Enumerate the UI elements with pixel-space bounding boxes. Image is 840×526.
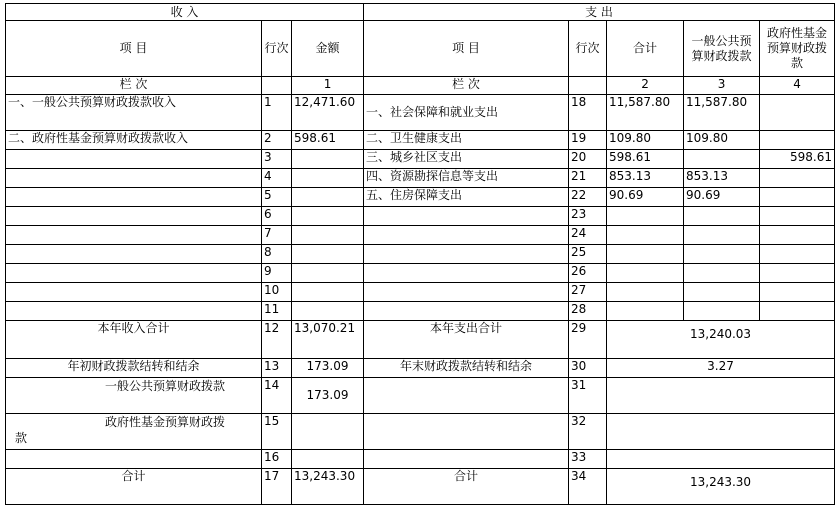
income-amount: 12,471.60	[292, 95, 364, 131]
expense-general	[684, 226, 760, 245]
expense-total: 598.61	[607, 150, 684, 169]
general-budget-carry-row	[6, 378, 835, 414]
expense-row-number: 23	[569, 207, 607, 226]
income-item	[6, 207, 262, 226]
expense-total	[607, 302, 684, 321]
table-row	[6, 207, 835, 226]
expense-general	[684, 264, 760, 283]
income-amount: 598.61	[292, 131, 364, 150]
income-row-number: 7	[262, 226, 292, 245]
expense-row-number: 25	[569, 245, 607, 264]
expense-item	[364, 245, 569, 264]
col-index-2: 2	[607, 77, 684, 95]
expense-col-label: 栏 次	[364, 77, 569, 95]
income-amount	[292, 207, 364, 226]
table-row	[6, 264, 835, 283]
expense-general: 853.13	[684, 169, 760, 188]
blank-exp-row-number: 33	[569, 450, 607, 469]
table-row	[6, 226, 835, 245]
expense-row-number: 28	[569, 302, 607, 321]
expense-general	[684, 245, 760, 264]
general-budget-exp-row-number: 31	[569, 378, 607, 414]
expense-general: 90.69	[684, 188, 760, 207]
expense-item	[364, 302, 569, 321]
section-header-row	[6, 4, 835, 21]
general-budget-row-number: 14	[262, 378, 292, 414]
income-section-title: 收 入	[6, 4, 364, 21]
expense-fund	[760, 95, 835, 131]
expense-section-title: 支 出	[364, 4, 835, 21]
expense-total	[607, 207, 684, 226]
expense-fund	[760, 264, 835, 283]
income-row-number: 1	[262, 95, 292, 131]
expense-item: 三、城乡社区支出	[364, 150, 569, 169]
expense-general: 11,587.80	[684, 95, 760, 131]
expense-total: 90.69	[607, 188, 684, 207]
income-item-header: 项 目	[6, 21, 262, 77]
fund-budget-exp-row-number: 32	[569, 414, 607, 450]
income-item	[6, 264, 262, 283]
income-amount	[292, 150, 364, 169]
income-rowno-header: 行次	[262, 21, 292, 77]
col-index-4: 4	[760, 77, 835, 95]
carry-in-amount: 173.09	[292, 359, 364, 378]
expense-row-number: 22	[569, 188, 607, 207]
expense-row-number: 20	[569, 150, 607, 169]
income-row-number: 6	[262, 207, 292, 226]
income-row-number: 2	[262, 131, 292, 150]
expense-row-number: 26	[569, 264, 607, 283]
grand-total-income-amount: 13,243.30	[292, 469, 364, 505]
expense-item: 二、卫生健康支出	[364, 131, 569, 150]
expense-total-label: 本年支出合计	[364, 321, 569, 359]
expense-general	[684, 150, 760, 169]
fund-budget-carry-row	[6, 414, 835, 450]
carry-out-amount: 3.27	[607, 359, 835, 378]
expense-rowno-header: 行次	[569, 21, 607, 77]
general-budget-header: 一般公共预算财政拨款	[684, 21, 760, 77]
fund-budget-label-text: 政府性基金预算财政拨款	[15, 415, 226, 445]
expense-fund	[760, 131, 835, 150]
table-row	[6, 283, 835, 302]
table-row	[6, 95, 835, 131]
income-item	[6, 188, 262, 207]
expense-item-header: 项 目	[364, 21, 569, 77]
expense-row-number: 21	[569, 169, 607, 188]
expense-total-header: 合计	[607, 21, 684, 77]
fund-budget-label	[6, 414, 262, 450]
income-amount	[292, 264, 364, 283]
expense-general	[684, 283, 760, 302]
income-amount	[292, 245, 364, 264]
col-index-3: 3	[684, 77, 760, 95]
expense-total-amount: 13,240.03	[607, 321, 835, 359]
income-row-number: 3	[262, 150, 292, 169]
income-row-number: 4	[262, 169, 292, 188]
grand-total-expense-label: 合计	[364, 469, 569, 505]
expense-row-number: 18	[569, 95, 607, 131]
expense-fund	[760, 188, 835, 207]
income-row-number: 9	[262, 264, 292, 283]
expense-general	[684, 207, 760, 226]
income-row-number: 5	[262, 188, 292, 207]
table-row	[6, 188, 835, 207]
expense-total: 11,587.80	[607, 95, 684, 131]
expense-general: 109.80	[684, 131, 760, 150]
table-row	[6, 302, 835, 321]
expense-item: 一、社会保障和就业支出	[364, 95, 569, 131]
income-row-number: 8	[262, 245, 292, 264]
fiscal-appropriation-table	[5, 3, 835, 505]
expense-item	[364, 283, 569, 302]
expense-item	[364, 226, 569, 245]
col-index-1: 1	[292, 77, 364, 95]
income-item	[6, 169, 262, 188]
expense-fund	[760, 207, 835, 226]
expense-total	[607, 264, 684, 283]
income-total-label: 本年收入合计	[6, 321, 262, 359]
income-item	[6, 283, 262, 302]
income-amount	[292, 226, 364, 245]
expense-item: 四、资源勘探信息等支出	[364, 169, 569, 188]
income-row-number: 11	[262, 302, 292, 321]
income-item	[6, 226, 262, 245]
grand-total-income-label: 合计	[6, 469, 262, 505]
annual-total-row	[6, 321, 835, 359]
general-budget-amount: 173.09	[292, 378, 364, 414]
expense-fund	[760, 245, 835, 264]
table-row	[6, 131, 835, 150]
column-index-row	[6, 77, 835, 95]
income-item: 二、政府性基金预算财政拨款收入	[6, 131, 262, 150]
fund-budget-row-number: 15	[262, 414, 292, 450]
carryover-row	[6, 359, 835, 378]
income-col-label: 栏 次	[6, 77, 262, 95]
income-amount	[292, 283, 364, 302]
grand-total-expense-amount: 13,243.30	[607, 469, 835, 505]
income-amount	[292, 169, 364, 188]
expense-fund: 598.61	[760, 150, 835, 169]
income-amount-header: 金额	[292, 21, 364, 77]
income-item	[6, 245, 262, 264]
expense-item	[364, 207, 569, 226]
income-item: 一、一般公共预算财政拨款收入	[6, 95, 262, 131]
income-row-number: 10	[262, 283, 292, 302]
expense-total	[607, 283, 684, 302]
income-item	[6, 150, 262, 169]
general-budget-label-text: 一般公共预算财政拨款	[105, 379, 226, 393]
expense-fund	[760, 226, 835, 245]
carry-in-row-number: 13	[262, 359, 292, 378]
general-budget-label	[6, 378, 262, 414]
income-total-amount: 13,070.21	[292, 321, 364, 359]
grand-total-row	[6, 469, 835, 505]
expense-general	[684, 302, 760, 321]
expense-total	[607, 245, 684, 264]
fund-budget-header: 政府性基金预算财政拨款	[760, 21, 835, 77]
expense-row-number: 19	[569, 131, 607, 150]
blank-row	[6, 450, 835, 469]
income-amount	[292, 188, 364, 207]
expense-fund	[760, 283, 835, 302]
expense-item	[364, 264, 569, 283]
expense-item: 五、住房保障支出	[364, 188, 569, 207]
expense-fund	[760, 302, 835, 321]
income-item	[6, 302, 262, 321]
carry-out-label: 年末财政拨款结转和结余	[364, 359, 569, 378]
expense-total: 109.80	[607, 131, 684, 150]
table-row	[6, 150, 835, 169]
income-total-row-number: 12	[262, 321, 292, 359]
carry-in-label: 年初财政拨款结转和结余	[6, 359, 262, 378]
expense-row-number: 27	[569, 283, 607, 302]
expense-row-number: 24	[569, 226, 607, 245]
blank-row-number: 16	[262, 450, 292, 469]
expense-total: 853.13	[607, 169, 684, 188]
expense-total	[607, 226, 684, 245]
table-row	[6, 169, 835, 188]
income-amount	[292, 302, 364, 321]
table-row	[6, 245, 835, 264]
budget-table-container	[5, 3, 834, 505]
carry-out-row-number: 30	[569, 359, 607, 378]
grand-total-income-row-number: 17	[262, 469, 292, 505]
grand-total-expense-row-number: 34	[569, 469, 607, 505]
expense-total-row-number: 29	[569, 321, 607, 359]
column-header-row	[6, 21, 835, 77]
expense-fund	[760, 169, 835, 188]
